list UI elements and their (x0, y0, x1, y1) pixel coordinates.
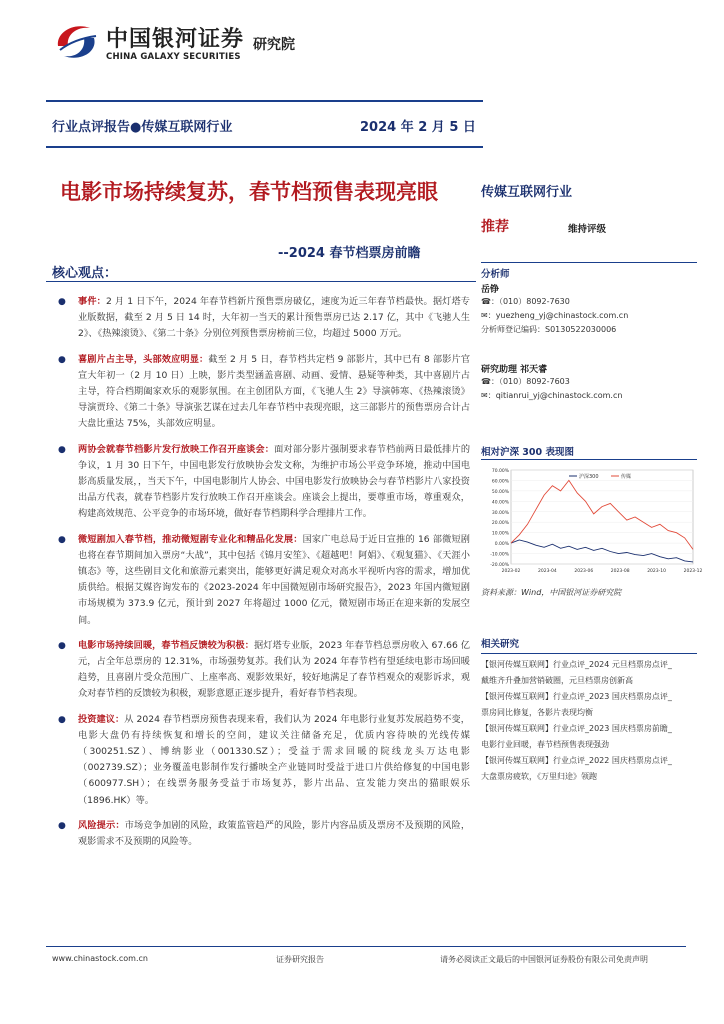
point-lead: 两协会就春节档影片发行放映工作召开座谈会： (78, 443, 275, 455)
bullet-icon: ● (58, 820, 66, 831)
x-tick-label: 2023-10 (647, 569, 667, 574)
plot-area (511, 470, 693, 564)
point-text: 截至 2 月 5 日，春节档共定档 9 部影片，其中已有 8 部影片官宣大年初一（2 月 10 日）上映，影片类型涵盖喜剧、动画、爱情、悬疑等种类，其中喜剧片占主导，符合档期阖家欢乐的观影氛围。在主创团队方面，《飞驰人生 2》导演韩寒、《热辣滚烫》导演贾玲、《第二十条》导演张艺谋在过去几年春节档中表现亮眼，这三部影片的预售票房合计占大盘比重达 75%，头部效应明显。 (78, 353, 471, 430)
x-tick-label: 2023-02 (501, 569, 521, 574)
point-text: 国家广电总局于近日宣推的 16 部微短剧也将在春节期间加入票房“大战”，其中包括《锦月安笙》、《超越吧！阿娟》、《观复猫》、《天涯小镇态》等，这些剧目文化和旅游元素突出，能够更好满足观众对高水平视听内容的需求，增加优质供给。根据艾媒咨询发布的《2023-2024 年中国微短剧市场研究报告》，2023 年国内微短剧市场规模为 373.9 亿元，预计到 2027 年将超过 1000 亿元，微短剧市场正在迎来新的发展空间。 (78, 533, 470, 626)
related-label: 相关研究 (481, 639, 520, 650)
x-tick-label: 2023-06 (574, 569, 594, 574)
related-item[interactable]: 【银河传媒互联网】行业点评_2023 国庆档票房点评_ (481, 692, 672, 701)
core-view-rule (46, 281, 476, 282)
brand-unit: 研究院 (253, 37, 295, 53)
assistant-email[interactable]: ✉：qitianrui_yj@chinastock.com.cn (481, 391, 623, 400)
analyst-email[interactable]: ✉：yuezheng_yj@chinastock.com.cn (481, 311, 629, 320)
rating-note: 维持评级 (568, 224, 607, 235)
y-tick-label: 70.00% (491, 469, 509, 474)
related-rule (481, 653, 697, 654)
point-text: 2 月 1 日下午，2024 年春节档新片预售票房破亿，速度为近三年春节档最快。据灯塔专业版数据，截至 2 月 5 日 14 时，大年初一当天的累计预售票房已达 2.17 亿，其中《飞驰人生 2》、《热辣滚烫》、《第二十条》分别位列预售票房榜前三位，均超过 5000 万元。 (78, 296, 470, 340)
footer-website[interactable]: www.chinastock.com.cn (52, 954, 148, 963)
related-item[interactable]: 【银河传媒互联网】行业点评_2023 国庆档票房前瞻_ (481, 724, 672, 733)
assistant-label: 研究助理 (481, 365, 518, 375)
related-item[interactable]: 戴维齐升叠加营销破圈，元旦档票房创新高 (481, 676, 633, 685)
point-text: 据灯塔专业版，2023 年春节档总票房收入 67.66 亿元，占全年总票房的 12.31%，市场强势复苏。我们认为 2024 年春节档有望延续电影市场回暖趋势，且喜剧片受众范围广、上座率高、观影效果好，较好地满足了春节档观众的观影诉求，观众对春节档的反馈较为积极，观影意愿正逐步提升，看好春节档表现。 (78, 639, 470, 700)
point-item (56, 712, 470, 809)
brand-name-cn: 中国银河证券 (106, 27, 245, 52)
point-lead: 微短剧加入春节档，推动微短剧专业化和精品化发展： (78, 533, 303, 545)
point-lead: 风险提示： (78, 819, 125, 831)
related-item[interactable]: 【银河传媒互联网】行业点评_2022 国庆档票房点评_ (481, 756, 672, 765)
y-tick-label: 30.00% (491, 510, 509, 516)
point-text: 从 2024 春节档票房预售表现来看，我们认为 2024 年电影行业复苏发展趋势不变，电影大盘仍有持续恢复和增长的空间，建议关注储备充足，优质内容待映的光线传媒（300251.SZ）、博纳影业（001330.SZ）；受益于需求回暖的院线龙头万达电影（002739.SZ）；业务覆盖电影制作发行播映全产业链同时受益于进口片供给修复的中国电影（600977.SH）；在线票务服务受益于市场复苏，影片出品、宣发能力突出的猫眼娱乐（1896.HK）等。 (78, 713, 470, 806)
core-points (56, 294, 470, 859)
y-tick-label: -20.00% (490, 563, 509, 568)
bullet-icon: ● (58, 534, 66, 545)
bullet-icon: ● (58, 354, 66, 365)
report-category: 行业点评报告●传媒互联网行业 (52, 120, 233, 135)
x-tick-label: 2023-04 (537, 569, 557, 574)
bullet-icon: ● (58, 444, 66, 455)
header-rule-bottom (46, 146, 483, 148)
analyst-name: 岳铮 (481, 285, 500, 295)
y-tick-label: 10.00% (491, 531, 509, 537)
chart-title: 相对沪深 300 表现图 (481, 447, 574, 458)
legend-label: 传媒 (621, 474, 632, 480)
related-block (481, 636, 697, 786)
footer-disclaimer: 请务必阅读正文最后的中国银河证券股份有限公司免责声明 (440, 955, 648, 964)
point-item (56, 638, 470, 703)
legend-label: 沪深300 (579, 474, 599, 480)
point-text: 面对部分影片强制要求春节档前两日最低排片的争议，1 月 30 日下午，中国电影发行放映协会发文称，为维护市场公平竞争环境，推动中国电影高质量发展，，当天下午，中国电影制片人协会、中国电影发行放映协会与春节档影片八家投资出品方代表，就春节档影片发行放映工作召开座谈会。座谈会上提出，要尊重市场，尊重观众，构建高效规范、公平竞争的市场环境，做好春节档期科学合理排片工作。 (78, 443, 471, 520)
point-item (56, 818, 470, 850)
analyst-block (481, 266, 628, 337)
analyst-phone: ☎：（010）8092-7630 (481, 297, 570, 306)
report-date: 2024 年 2 月 5 日 (360, 120, 476, 135)
point-item (56, 442, 470, 523)
point-item (56, 352, 470, 433)
x-tick-label: 2023-12 (683, 569, 703, 574)
sidebar-industry: 传媒互联网行业 (481, 185, 573, 200)
bullet-icon: ● (58, 714, 66, 725)
y-tick-label: 20.00% (491, 521, 509, 527)
point-lead: 喜剧片占主导，头部效应明显： (78, 353, 209, 365)
sidebar-rule (481, 262, 697, 263)
x-tick-label: 2023-08 (610, 569, 630, 574)
bullet-icon: ● (58, 297, 66, 307)
chart-source: 资料来源：Wind，中国银河证券研究院 (481, 588, 622, 597)
related-item[interactable]: 大盘票房疲软，《万里归途》领跑 (481, 772, 597, 781)
assistant-name: 祁天睿 (520, 365, 548, 375)
y-tick-label: 60.00% (491, 479, 509, 485)
point-text: 市场竞争加剧的风险，政策监管趋严的风险，影片内容品质及票房不及预期的风险，观影需求不及预期的风险等。 (78, 819, 471, 848)
related-item[interactable]: 电影行业回暖，春节档预售表现强劲 (481, 740, 609, 749)
rating-badge: 推荐 (481, 219, 509, 235)
report-subtitle: --2024 春节档票房前瞻 (278, 246, 421, 261)
header-rule (46, 100, 483, 102)
analyst-label: 分析师 (481, 269, 510, 280)
point-item (56, 294, 470, 343)
related-item[interactable]: 票房同比修复，各影片表现均衡 (481, 708, 593, 717)
y-tick-label: 50.00% (491, 489, 509, 495)
report-title: 电影市场持续复苏，春节档预售表现亮眼 (60, 180, 438, 204)
footer-doc-type: 证券研究报告 (276, 955, 324, 964)
assistant-block (481, 362, 622, 403)
y-tick-label: 0.00% (494, 542, 509, 548)
related-item[interactable]: 【银河传媒互联网】行业点评_2024 元旦档票房点评_ (481, 660, 672, 669)
point-item (56, 532, 470, 629)
relative-performance-chart (481, 462, 703, 580)
analyst-cert: 分析师登记编码：S0130522030006 (481, 325, 617, 334)
galaxy-logo-icon (52, 20, 100, 64)
point-lead: 事件： (78, 296, 106, 307)
sidebar-rule (481, 459, 697, 460)
bullet-icon: ● (58, 640, 66, 651)
brand-name-en: CHINA GALAXY SECURITIES (106, 52, 241, 62)
footer-rule (46, 946, 686, 947)
y-tick-label: 40.00% (491, 500, 509, 506)
y-tick-label: -10.00% (490, 552, 509, 558)
point-lead: 电影市场持续回暖，春节档反馈较为积极： (78, 639, 254, 651)
point-lead: 投资建议： (78, 713, 125, 725)
core-view-label: 核心观点： (52, 266, 118, 281)
assistant-phone: ☎：（010）8092-7603 (481, 377, 570, 386)
